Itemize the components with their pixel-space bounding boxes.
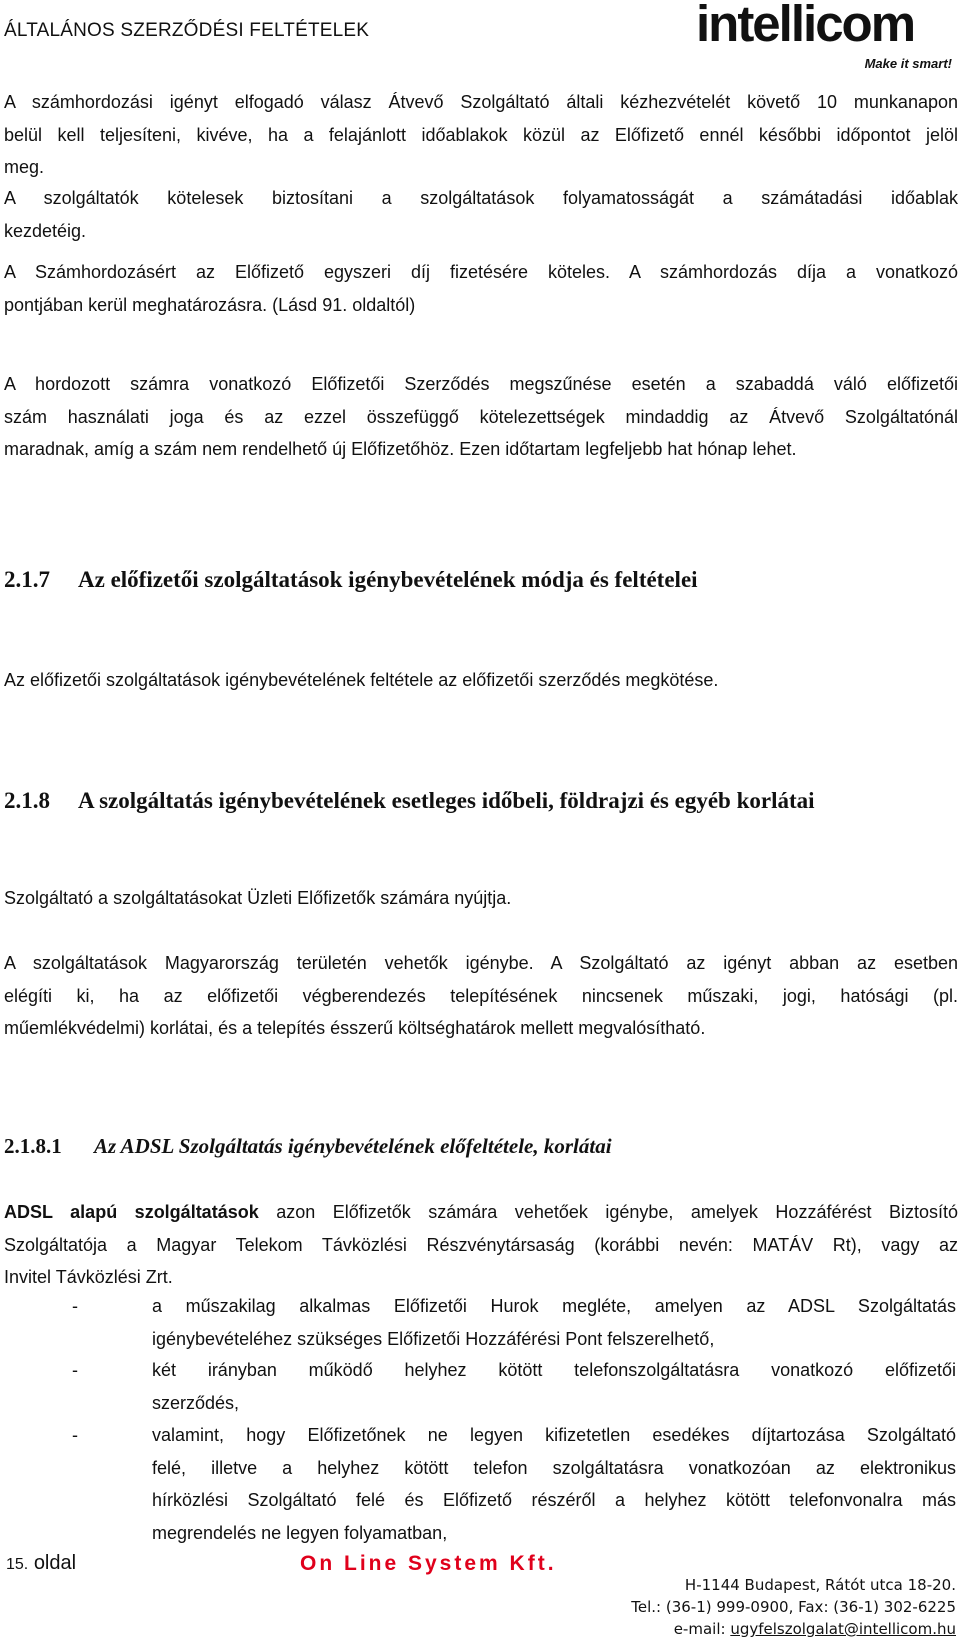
text-line: belül kell teljesíteni, kivéve, ha a felajánlott időablakok közül az Előfizető ennél későbbi időpontot jelöl bbox=[4, 124, 958, 145]
section-heading-2-1-8 bbox=[4, 788, 815, 814]
list-dash: - bbox=[72, 1425, 78, 1445]
text-line: hírközlési Szolgáltató felé és Előfizető részéről a helyhez kötött telefonvonalra más bbox=[152, 1490, 956, 1510]
logo-wordmark: intellicom bbox=[696, 0, 915, 52]
logo-tagline: Make it smart! bbox=[864, 56, 952, 71]
email-link[interactable]: ugyfelszolgalat@intellicom.hu bbox=[730, 1620, 956, 1638]
text-line: igénybevételéhez szükséges Előfizetői Hozzáférési Pont felszerelhető, bbox=[152, 1328, 715, 1349]
footer-company-name: On Line System Kft. bbox=[300, 1552, 557, 1575]
text-line: A számhordozási igényt elfogadó válasz Átvevő Szolgáltató általi kézhezvételét követő 10 munkanapon bbox=[4, 92, 958, 112]
text-line: A Számhordozásért az Előfizető egyszeri díj fizetésére köteles. A számhordozás díja a vonatkozó bbox=[4, 262, 958, 282]
text-line: Invitel Távközlési Zrt. bbox=[4, 1267, 173, 1287]
text-line: pontjában kerül meghatározásra. (Lásd 91. oldaltól) bbox=[4, 294, 416, 315]
text-line: két irányban működő helyhez kötött telefonszolgáltatásra vonatkozó előfizetői bbox=[152, 1360, 956, 1380]
section-title: Az ADSL Szolgáltatás igénybevételének előfeltétele, korlátai bbox=[94, 1134, 612, 1158]
paragraph-business-subscribers bbox=[4, 882, 958, 915]
text-line: szerződés, bbox=[152, 1392, 240, 1413]
paragraph-number-porting-deadline bbox=[4, 86, 958, 184]
footer-address: H-1144 Budapest, Rátót utca 18-20. bbox=[684, 1576, 956, 1594]
section-heading-2-1-8-1 bbox=[4, 1134, 612, 1159]
footer-email: e-mail: ugyfelszolgalat@intellicom.hu bbox=[673, 1620, 956, 1638]
text-line: valamint, hogy Előfizetőnek ne legyen kifizetetlen esedékes díjtartozása Szolgáltató bbox=[152, 1425, 956, 1445]
text-line: felé, illetve a helyhez kötött telefon szolgáltatásra vonatkozóan az elektronikus bbox=[152, 1457, 956, 1478]
section-title: Az előfizetői szolgáltatások igénybevételének módja és feltételei bbox=[78, 567, 698, 592]
text-line: meg. bbox=[4, 157, 45, 177]
page-number: 15. oldal bbox=[6, 1552, 77, 1574]
list-dash: - bbox=[72, 1360, 78, 1380]
footer-phone-fax: Tel.: (36-1) 999-0900, Fax: (36-1) 302-6225 bbox=[631, 1598, 956, 1616]
text-line: megrendelés ne legyen folyamatban, bbox=[152, 1522, 448, 1543]
paragraph-porting-fee bbox=[4, 256, 958, 321]
text-line: szám használati joga és az ezzel összefüggő kötelezettségek mindaddig az Átvevő Szolgáltatónál bbox=[4, 406, 958, 427]
text-line: A szolgáltatások Magyarország területén vehetők igénybe. A Szolgáltató az igényt abban az esetben bbox=[4, 953, 958, 973]
intellicom-logo bbox=[696, 2, 958, 72]
section-number: 2.1.8 bbox=[4, 788, 50, 813]
section-title: A szolgáltatás igénybevételének esetleges időbeli, földrajzi és egyéb korlátai bbox=[78, 788, 815, 813]
paragraph-service-continuity bbox=[4, 182, 958, 247]
list-dash: - bbox=[72, 1296, 78, 1316]
text-line: A hordozott számra vonatkozó Előfizetői Szerződés megszűnése esetén a szabaddá váló előfizetői bbox=[4, 374, 958, 394]
section-heading-2-1-7 bbox=[4, 567, 698, 593]
paragraph-adsl-availability bbox=[4, 1196, 958, 1294]
paragraph-service-area bbox=[4, 947, 958, 1045]
text-line: a műszakilag alkalmas Előfizetői Hurok megléte, amelyen az ADSL Szolgáltatás bbox=[152, 1296, 956, 1316]
paragraph-contract-termination bbox=[4, 368, 958, 466]
text-line: Szolgáltató a szolgáltatásokat Üzleti Előfizetők számára nyújtja. bbox=[4, 888, 512, 908]
text-line: Szolgáltatója a Magyar Telekom Távközlési Részvénytársaság (korábbi nevén: MATÁV Rt), vagy az bbox=[4, 1234, 958, 1255]
text-line: A szolgáltatók kötelesek biztosítani a szolgáltatások folyamatosságát a számátadási időablak bbox=[4, 188, 958, 208]
text-line: elégíti ki, ha az előfizetői végberendezés telepítésének nincsenek műszaki, jogi, hatósági (pl. bbox=[4, 985, 958, 1006]
section-number: 2.1.8.1 bbox=[4, 1134, 62, 1158]
paragraph-subscription-condition bbox=[4, 664, 958, 697]
text-line: Az előfizetői szolgáltatások igénybevételének feltétele az előfizetői szerződés megkötése. bbox=[4, 670, 719, 690]
document-header-title: ÁLTALÁNOS SZERZŐDÉSI FELTÉTELEK bbox=[4, 20, 370, 41]
text-line: ADSL alapú szolgáltatások azon Előfizetők számára vehetőek igénybe, amelyek Hozzáférést Biztosító bbox=[4, 1202, 958, 1222]
text-line: kezdetéig. bbox=[4, 220, 87, 241]
section-number: 2.1.7 bbox=[4, 567, 50, 592]
bold-term: ADSL alapú szolgáltatások bbox=[4, 1202, 259, 1222]
text-line: műemlékvédelmi) korlátai, és a telepítés ésszerű költséghatárok mellett megvalósítható. bbox=[4, 1018, 706, 1038]
text-line: maradnak, amíg a szám nem rendelhető új Előfizetőhöz. Ezen időtartam legfeljebb hat hónap lehet. bbox=[4, 439, 797, 459]
